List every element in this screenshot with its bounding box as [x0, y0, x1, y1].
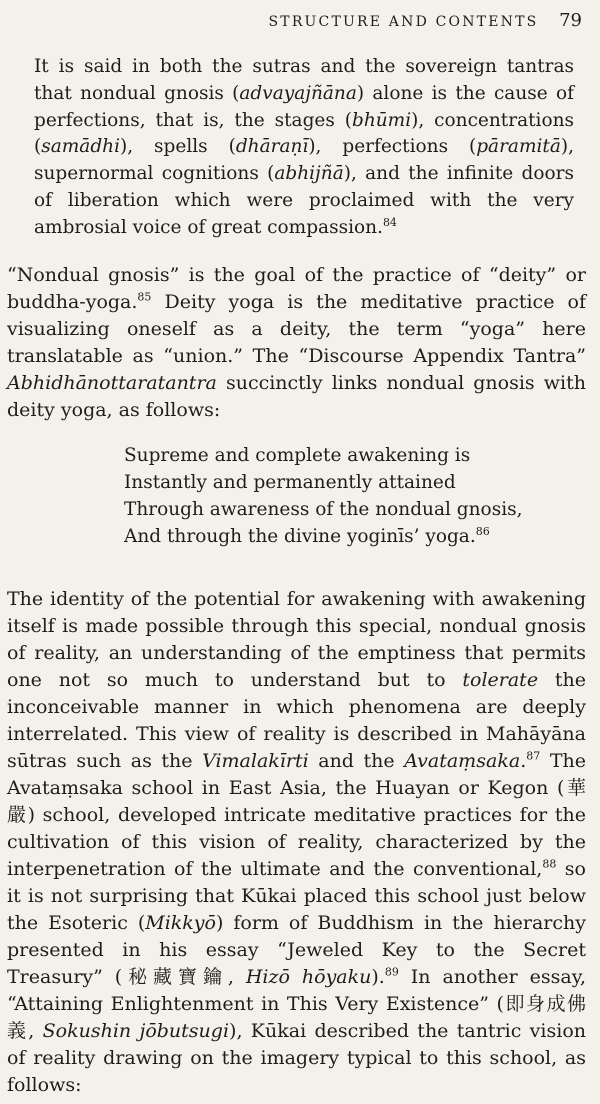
- block-quote: [34, 54, 574, 242]
- footnote-marker: 86: [475, 524, 490, 538]
- running-head: [0, 10, 582, 31]
- body-paragraph-nondual-gnosis: The identity of the potential for awakening with awakening itself is made possible through this special, nondual gnosis of reality, an understanding of the emptiness that permits one not so much to understand but to tolerate the inconceivable manner in which phenomena are deeply interrelated. This view of reality is described in Mahāyāna sūtras such as the Vimalakīrti and the Avataṃsaka.$^{87}$ The Avataṃsaka school in East Asia, the Huayan or Kegon (華嚴) school, developed intricate meditative practices for the cultivation of this vision of reality, characterized by the interpenetration of the ultimate and the conventional,$^{88}$ so it is not surprising that Kūkai placed this school just below the Esoteric (Mikkyō) form of Buddhism in the hierarchy presented in his essay “Jeweled Key to the Secret Treasury” (秘藏寶鑰, Hizō hōyaku).$^{89}$ In another essay, “Attaining Enlightenment in This Very Existence” (即身成佛義, Sokushin jōbutsugi), Kūkai described the tantric vision of reality drawing on the imagery typical to this school, as follows:: [7, 588, 586, 1096]
- title-italic: Sokushin jōbutsugi: [42, 1020, 230, 1042]
- footnote-marker: 84: [382, 215, 397, 229]
- footnote-marker: 85: [137, 290, 152, 304]
- title-italic: Vimalakīrti: [202, 750, 309, 772]
- title-italic: Hizō hōyaku: [245, 966, 372, 988]
- footnote-marker: 88: [542, 857, 557, 871]
- verse-line: Instantly and permanently attained: [124, 472, 456, 493]
- footnote-marker: 87: [526, 749, 541, 763]
- term-italic: dhāraṇī: [235, 136, 309, 158]
- term-italic: abhijñā: [274, 163, 344, 185]
- page-number: 79: [559, 10, 582, 31]
- title-italic: Avataṃsaka: [404, 750, 521, 772]
- term-italic: Mikkyō: [145, 912, 216, 934]
- term-italic: pāramitā: [476, 136, 561, 158]
- verse-line: Supreme and complete awakening is: [124, 445, 471, 466]
- footnote-marker: 89: [384, 965, 399, 979]
- emphasis-italic: tolerate: [462, 669, 539, 691]
- verse-quote: [124, 442, 522, 550]
- block-quote-paragraph: It is said in both the sutras and the sovereign tantras that nondual gnosis (advayajñāna) alone is the cause of perfections, that is, the stages (bhūmi), concentrations (samādhi), spells (dhāraṇī), perfections (pāramitā), supernormal cognitions (abhijñā), and the infinite doors of liberation which were proclaimed with the very ambrosial voice of great compassion.$^{84}$: [34, 56, 574, 238]
- verse-line: Through awareness of the nondual gnosis,: [124, 499, 523, 520]
- verse-line: And through the divine yoginīs’ yoga.$^{86}$: [124, 524, 490, 547]
- body-paragraph-deity-yoga: “Nondual gnosis” is the goal of the practice of “deity” or buddha-yoga.$^{85}$ Deity yoga is the meditative practice of visualizing oneself as a deity, the term “yoga” here translatable as “union.” The “Discourse Appendix Tantra” Abhidhānottaratantra succinctly links nondual gnosis with deity yoga, as follows:: [7, 264, 586, 421]
- running-title: STRUCTURE AND CONTENTS: [268, 14, 539, 30]
- title-italic: Abhidhānottaratantra: [7, 372, 217, 394]
- term-italic: samādhi: [41, 136, 120, 158]
- term-italic: bhūmi: [352, 109, 412, 131]
- term-italic: advayajñāna: [239, 82, 357, 104]
